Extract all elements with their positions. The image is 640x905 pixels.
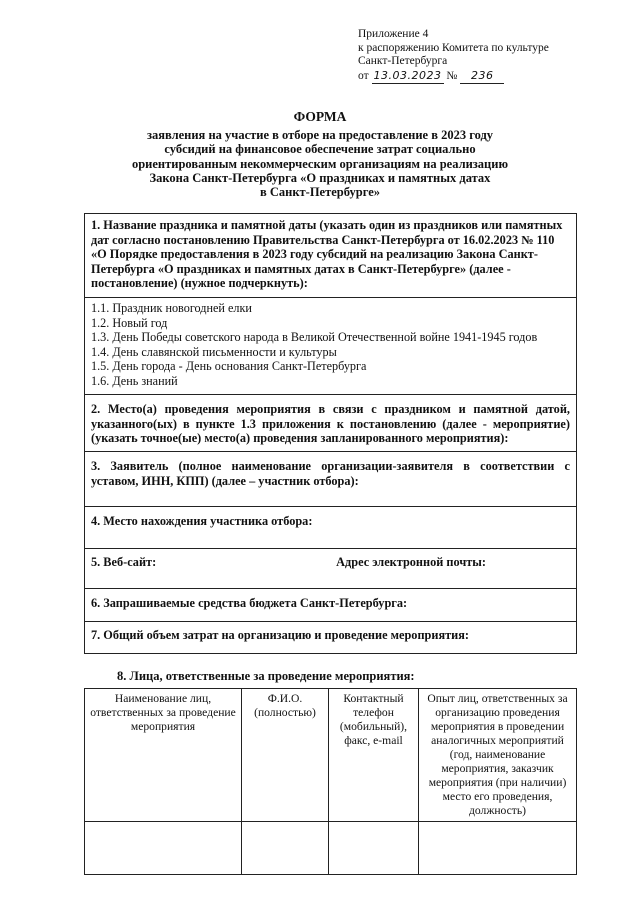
table-cell[interactable]: [329, 822, 419, 875]
holiday-option[interactable]: 1.3. День Победы советского народа в Великой Отечественной войне 1941-1945 годов: [91, 330, 538, 345]
header-cell-name: Ф.И.О. (полностью): [242, 689, 329, 822]
section-2-text: 2. Место(а) проведения мероприятия в связи с праздником и памятной датой, указанного(ых) в пункте 1.3 приложения к постановлению (далее - мероприятие) (указать точное(ые) место(а) проведения запланированного мероприятия):: [91, 402, 570, 446]
appendix-line-1: Приложение 4: [358, 28, 429, 40]
section-1-holiday-name: [84, 213, 577, 298]
section-7-text: 7. Общий объем затрат на организацию и проведение мероприятия:: [91, 628, 469, 642]
table-cell[interactable]: [242, 822, 329, 875]
holiday-option[interactable]: 1.4. День славянской письменности и культуры: [91, 344, 337, 359]
section-3-text: 3. Заявитель (полное наименование организации-заявителя в соответствии с уставом, ИНН, КПП) (далее – участник отбора):: [91, 459, 570, 488]
section-2-venue[interactable]: [84, 394, 577, 452]
section-6-budget[interactable]: [84, 588, 577, 622]
appendix-line-2: к распоряжению Комитета по культуре: [358, 41, 549, 54]
section-4-location[interactable]: [84, 506, 577, 549]
section-7-total-costs[interactable]: [84, 621, 577, 654]
title-line: субсидий на финансовое обеспечение затрат социально: [164, 142, 476, 157]
title-line: ориентированным некоммерческим организациям на реализацию: [131, 156, 509, 171]
website-label: 5. Веб-сайт:: [91, 555, 157, 569]
holiday-list: [84, 297, 577, 395]
date-prefix: от: [358, 69, 369, 82]
handwritten-number: 236: [470, 68, 494, 82]
responsible-persons-table: [84, 688, 577, 875]
table-row: [85, 822, 577, 875]
email-label: Адрес электронной почты:: [336, 555, 486, 569]
section-4-text: 4. Место нахождения участника отбора:: [91, 514, 313, 528]
appendix-line-3: Санкт-Петербурга: [358, 55, 448, 67]
form-heading: ФОРМА: [293, 109, 347, 124]
title-line: Закона Санкт-Петербурга «О праздниках и памятных датах: [149, 170, 491, 185]
number-sign: №: [446, 69, 458, 82]
section-5-contacts[interactable]: [84, 548, 577, 589]
handwritten-date: 13.03.2023: [373, 68, 442, 82]
holiday-option[interactable]: 1.1. Праздник новогодней елки: [91, 301, 252, 315]
holiday-option[interactable]: 1.2. Новый год: [91, 315, 168, 330]
appendix-header: [358, 28, 598, 84]
section-3-applicant[interactable]: [84, 451, 577, 507]
table-header-row: [85, 689, 577, 822]
section-6-text: 6. Запрашиваемые средства бюджета Санкт-Петербурга:: [91, 596, 408, 610]
appendix-date-line: [358, 69, 598, 85]
form-title: [120, 110, 520, 199]
title-line: в Санкт-Петербурге»: [259, 185, 381, 200]
header-cell-role: Наименование лиц, ответственных за проведение мероприятия: [85, 689, 242, 822]
table-cell[interactable]: [85, 822, 242, 875]
holiday-option[interactable]: 1.6. День знаний: [91, 373, 178, 388]
header-cell-experience: Опыт лиц, ответственных за организацию проведения мероприятия в проведении аналогичных мероприятий (год, наименование мероприятия, заказчик мероприятия (при наличии) место его проведения, должность): [419, 689, 577, 822]
title-line: заявления на участие в отборе на предоставление в 2023 году: [146, 128, 494, 143]
holiday-option[interactable]: 1.5. День города - День основания Санкт-Петербурга: [91, 359, 367, 374]
section-1-text: 1. Название праздника и памятной даты (указать один из праздников или памятных дат согласно постановлению Правительства Санкт-Петербурга от 16.02.2023 № 110 «О Порядке предоставления в 2023 году субсидий на реализацию Закона Санкт-Петербурга «О праздниках и памятных датах в Санкт-Петербурге» (далее - постановление) (нужное подчеркнуть):: [91, 218, 563, 291]
table-cell[interactable]: [419, 822, 577, 875]
header-cell-contacts: Контактный телефон (мобильный), факс, e-mail: [329, 689, 419, 822]
section-8-heading: 8. Лица, ответственные за проведение мероприятия:: [117, 669, 415, 683]
